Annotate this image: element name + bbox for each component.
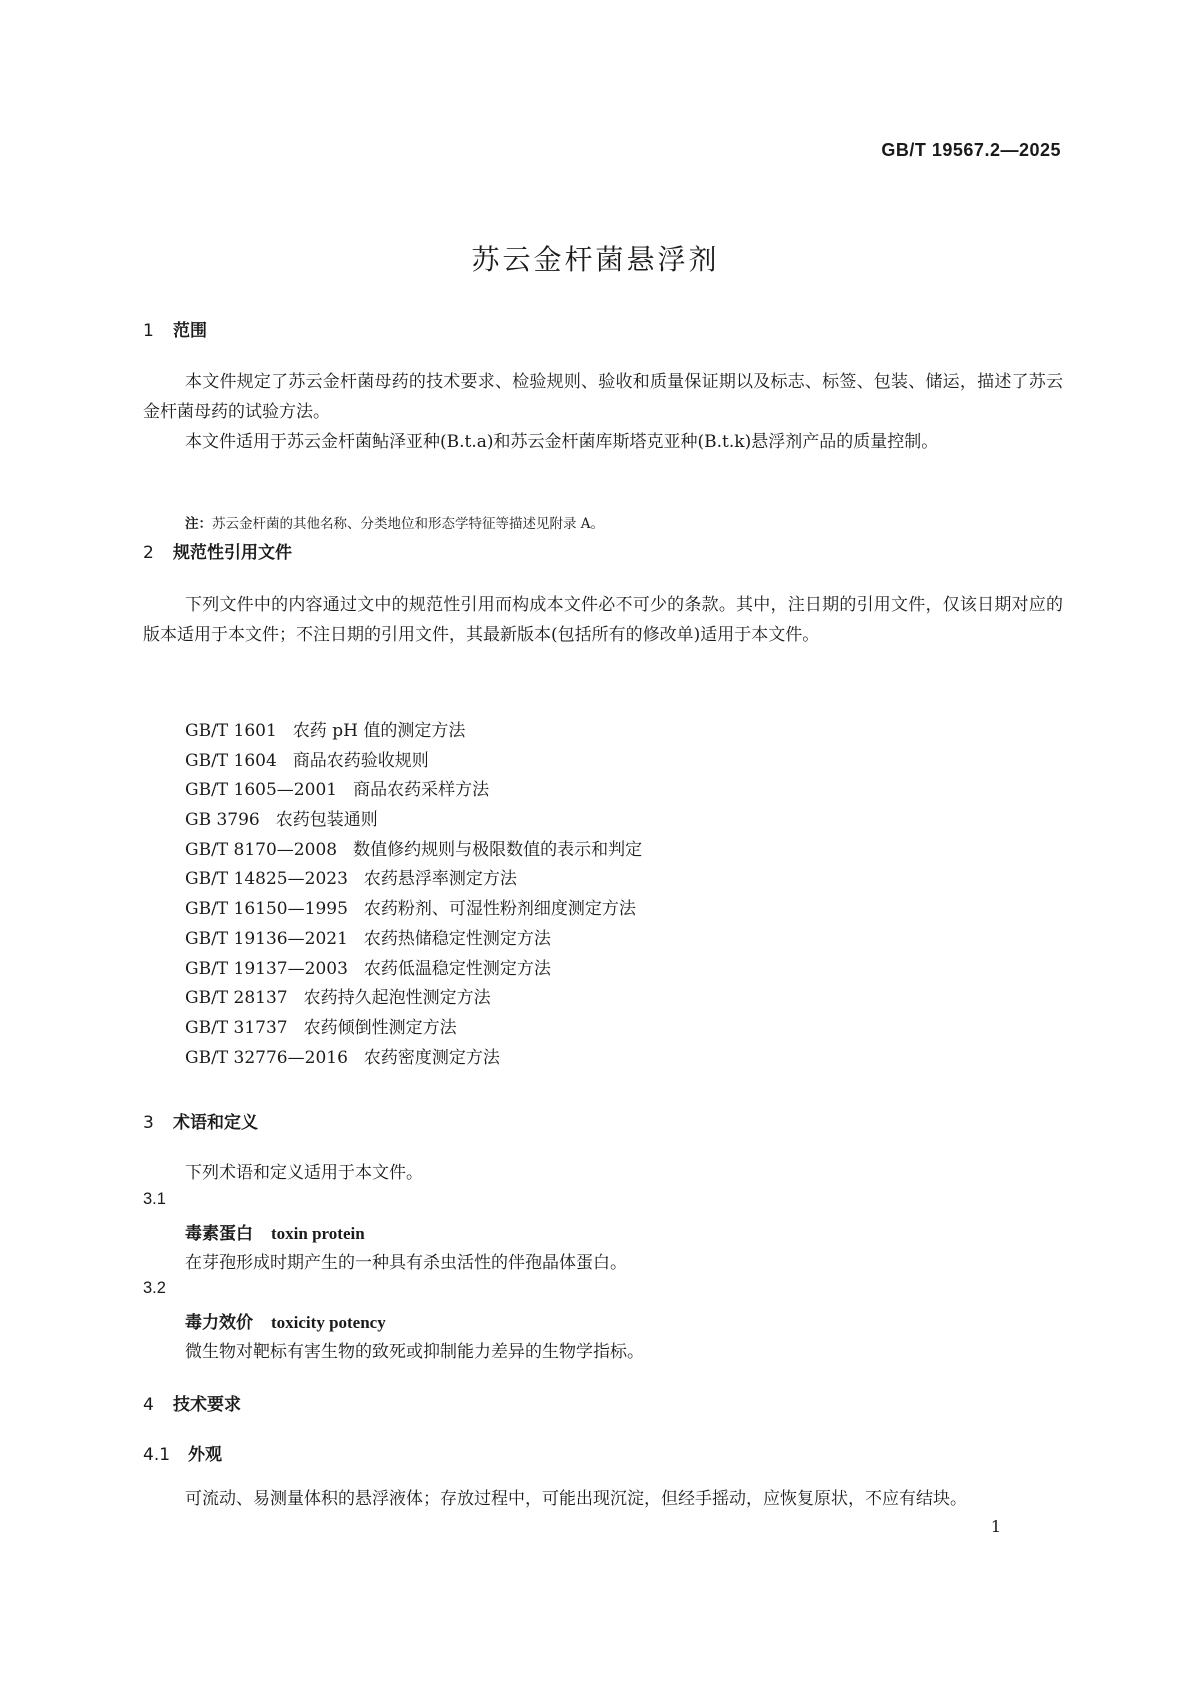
note-label: 注：: [185, 516, 212, 532]
reference-code: GB/T 28137: [185, 988, 288, 1009]
section-number: 1: [143, 321, 154, 341]
reference-code: GB/T 1601: [185, 721, 277, 741]
reference-code: GB/T 32776—2016: [185, 1047, 348, 1068]
reference-code: GB/T 16150—1995: [185, 899, 348, 920]
section-2-heading: [143, 538, 292, 563]
reference-code: GB 3796: [185, 810, 260, 831]
term-zh: 毒素蛋白: [185, 1224, 253, 1244]
term-en: toxin protein: [271, 1224, 365, 1243]
term-definition: 在芽孢形成时期产生的一种具有杀虫活性的伴孢晶体蛋白。: [185, 1253, 627, 1273]
section-title: 术语和定义: [173, 1113, 258, 1133]
section-title: 范围: [173, 321, 207, 341]
reference-code: GB/T 19136—2021: [185, 928, 348, 949]
reference-item: [185, 1014, 642, 1044]
term-number: 3.2: [143, 1279, 166, 1297]
reference-item: [185, 747, 642, 777]
section-number: 3: [143, 1113, 154, 1133]
reference-title: 农药包装通则: [275, 810, 378, 831]
subsection-number: 4.1: [143, 1445, 171, 1465]
section-number: 2: [143, 543, 154, 563]
normative-references-paragraph: 下列文件中的内容通过文中的规范性引用而构成本文件必不可少的条款。其中，注日期的引用文件，仅该日期对应的版本适用于本文件；不注日期的引用文件，其最新版本(包括所有的修改单)适用于本文件。: [143, 595, 1063, 645]
scope-paragraph-1: 本文件规定了苏云金杆菌母药的技术要求、检验规则、验收和质量保证期以及标志、标签、包装、储运，描述了苏云金杆菌母药的试验方法。: [143, 372, 1063, 422]
term-number: 3.1: [143, 1190, 166, 1208]
note-text: 苏云金杆菌的其他名称、分类地位和形态学特征等描述见附录 A。: [212, 516, 605, 532]
reference-item: [185, 836, 642, 866]
section-title: 技术要求: [173, 1395, 241, 1415]
reference-title: 农药热储稳定性测定方法: [363, 928, 551, 949]
reference-title: 农药持久起泡性测定方法: [303, 988, 491, 1009]
reference-code: GB/T 8170—2008: [185, 839, 338, 860]
section-3-heading: [143, 1108, 258, 1133]
term-en: toxicity potency: [271, 1313, 386, 1332]
section-number: 4: [143, 1395, 154, 1415]
reference-item: [185, 984, 642, 1014]
reference-item: [185, 1044, 642, 1074]
subsection-title: 外观: [188, 1445, 222, 1465]
document-title: 苏云金杆菌悬浮剂: [471, 243, 720, 276]
term-zh: 毒力效价: [185, 1313, 253, 1333]
reference-item: [185, 955, 642, 985]
term-name: [185, 1219, 365, 1244]
reference-list: [185, 717, 642, 1073]
reference-title: 农药粉剂、可湿性粉剂细度测定方法: [363, 899, 636, 920]
reference-item: [185, 925, 642, 955]
reference-item: [185, 865, 642, 895]
reference-item: [185, 776, 642, 806]
reference-title: 农药 pH 值的测定方法: [292, 721, 466, 741]
appearance-paragraph: 可流动、易测量体积的悬浮液体；存放过程中，可能出现沉淀，但经手摇动，应恢复原状，不应有结块。: [185, 1489, 967, 1509]
subsection-4-1-heading: [143, 1440, 222, 1465]
reference-code: GB/T 1604: [185, 750, 277, 771]
reference-item: [185, 717, 642, 747]
term-name: [185, 1308, 386, 1333]
terms-paragraph: 下列术语和定义适用于本文件。: [185, 1163, 423, 1183]
reference-title: 数值修约规则与极限数值的表示和判定: [353, 839, 643, 860]
reference-code: GB/T 14825—2023: [185, 869, 348, 890]
reference-code: GB/T 19137—2003: [185, 958, 348, 979]
section-title: 规范性引用文件: [173, 543, 292, 563]
section-4-heading: [143, 1390, 241, 1415]
reference-item: [185, 895, 642, 925]
reference-item: [185, 806, 642, 836]
reference-title: 农药低温稳定性测定方法: [363, 958, 551, 979]
section-1-heading: [143, 316, 207, 341]
page-number: 1: [990, 1517, 1001, 1536]
term-definition: 微生物对靶标有害生物的致死或抑制能力差异的生物学指标。: [185, 1342, 644, 1362]
reference-code: GB/T 1605—2001: [185, 780, 338, 801]
reference-code: GB/T 31737: [185, 1017, 288, 1038]
reference-title: 农药倾倒性测定方法: [303, 1017, 457, 1038]
reference-title: 农药密度测定方法: [363, 1047, 500, 1068]
scope-paragraph-2: 本文件适用于苏云金杆菌鲇泽亚种(B.t.a)和苏云金杆菌库斯塔克亚种(B.t.k)悬浮剂产品的质量控制。: [185, 432, 939, 452]
scope-note: [185, 512, 604, 532]
reference-title: 农药悬浮率测定方法: [363, 869, 517, 890]
reference-title: 商品农药验收规则: [292, 750, 429, 771]
standard-code: GB/T 19567.2—2025: [881, 140, 1061, 160]
reference-title: 商品农药采样方法: [353, 780, 490, 801]
